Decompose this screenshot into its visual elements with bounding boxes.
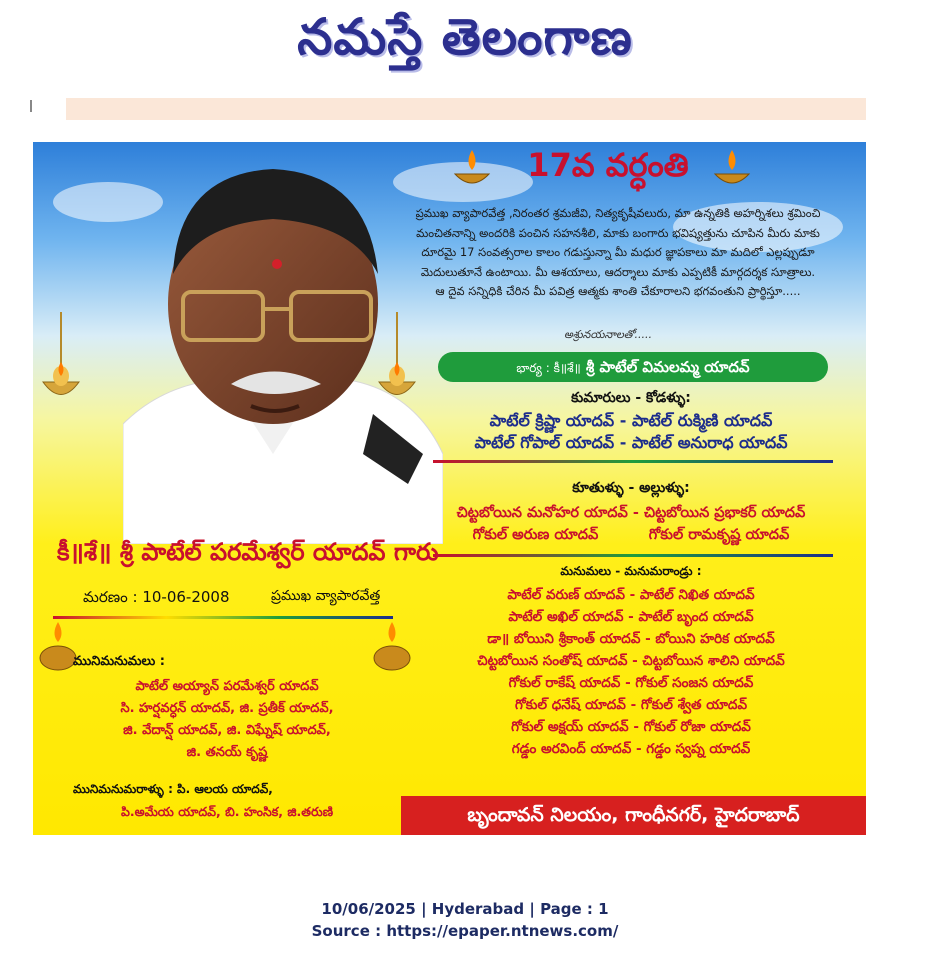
list-item: పాటేల్ అఖిల్ యాదవ్ - పాటేల్ బృంద యాదవ్ [508, 609, 754, 625]
grandchildren-header: మనుమలు - మనుమరాండ్రు : [560, 564, 702, 578]
sons-list [421, 410, 841, 454]
list-item: పాటేల్ క్రిష్ణా యాదవ్ - పాటేల్ రుక్మిణి యాదవ్ [489, 411, 773, 430]
death-date: మరణం : 10-06-2008 [83, 588, 230, 606]
list-item: గోకుల్ రాకేష్ యాదవ్ - గోకుల్ సంజన యాదవ్ [508, 675, 754, 691]
footer-source: Source : https://epaper.ntnews.com/ [311, 922, 619, 940]
tribute-line: ప్రముఖ వ్యాపారవేత్త ,నిరంతర శ్రమజీవి, నిత్యకృషీవలురు, మా ఉన్నతికి అహర్నిశలు శ్రమించి [415, 206, 821, 220]
hanging-lamp-icon [39, 312, 83, 422]
tribute-line: మంచితనాన్ని అందరికి పంచిన సహనశీలి, మాకు బంగారు భవిష్యత్తును చూపిన మీరు మాకు [416, 225, 820, 240]
daughters-list [421, 502, 841, 546]
great-grandsons-list [57, 676, 397, 764]
list-item: పాటేల్ అయ్యాన్ పరమేశ్వర్ యాదవ్ [135, 679, 319, 694]
page-tick-mark [30, 100, 32, 112]
great-granddaughters-list: పి.అమేయ యాదవ్, బి. హంసిక, జి.తరుణి [120, 804, 334, 819]
list-item: గోకుల్ అక్షయ్ యాదవ్ - గోకుల్ రోజా యాదవ్ [511, 719, 751, 735]
list-item: చిట్టబోయిన మనోహర యాదవ్ - చిట్టబోయిన ప్రభాకర్ యాదవ్ [456, 505, 806, 521]
divider [53, 616, 393, 619]
obituary-advertisement [33, 142, 866, 835]
anniversary-title: 17వ వర్ధంతి [527, 146, 689, 184]
profession: ప్రముఖ వ్యాపారవేత్త [271, 588, 381, 604]
grandchildren-list [421, 584, 841, 760]
list-item: గోకుల్ ధనేష్ యాదవ్ - గోకుల్ శ్వేత యాదవ్ [514, 697, 748, 713]
great-grandsons-header: మునిమనుమలు : [73, 654, 165, 669]
deceased-name: కీ॥శే॥ శ్రీ పాటేల్ పరమేశ్వర్ యాదవ్ గారు [57, 538, 439, 566]
divider [433, 554, 833, 557]
wife-prefix: భార్య : కీ॥శే॥ [516, 361, 581, 375]
list-item: గడ్డం అరవింద్ యాదవ్ - గడ్డం స్వప్న యాదవ్ [511, 741, 751, 757]
list-item: జి. వేదాన్ష్ యాదవ్, జి. విఘ్నేష్ యాదవ్, [123, 723, 331, 738]
list-item: పాటేల్ గోపాల్ యాదవ్ - పాటేల్ అనురాధ యాదవ్ [474, 433, 788, 452]
tribute-line: ఆ దైవ సన్నిధికి చేరిన మీ పవిత్ర ఆత్మకు శాంతి చేకూరాలని భగవంతుని ప్రార్థిస్తూ..... [435, 284, 801, 298]
hanging-lamp-icon [375, 312, 419, 422]
list-item: చిట్టబోయిన సంతోష్ యాదవ్ - చిట్టబోయిన శాలిని యాదవ్ [477, 653, 785, 669]
tribute-paragraph [383, 204, 853, 302]
list-item: పాటేల్ వరుణ్ యాదవ్ - పాటేల్ నిఖిత యాదవ్ [507, 587, 755, 603]
sons-header: కుమారులు - కోడళ్ళు: [571, 390, 691, 406]
daughters-header: కూతుళ్ళు - అల్లుళ్ళు: [572, 480, 690, 496]
header-stripe [66, 98, 866, 120]
list-item: గోకుల్ అరుణ యాదవ్ గోకుల్ రామకృష్ణ యాదవ్ [472, 527, 790, 543]
footer-meta: 10/06/2025 | Hyderabad | Page : 1 [321, 900, 609, 918]
divider [433, 460, 833, 463]
list-item: సి. హర్షవర్ధన్ యాదవ్, జి. ప్రతీక్ యాదవ్, [120, 701, 334, 716]
newspaper-masthead: నమస్తే తెలంగాణ [297, 8, 633, 66]
wife-name: శ్రీ పాటేల్ విమలమ్మ యాదవ్ [586, 358, 750, 376]
tribute-line: మెదులుతూనే ఉంటాయి. మీ ఆశయాలు, ఆదర్శాలు మాకు ఎప్పటికీ మార్గదర్శక సూత్రాలు. [420, 264, 816, 279]
wife-ribbon [438, 352, 828, 382]
list-item: డా॥ బోయిని శ్రీకాంత్ యాదవ్ - బోయిని హరిక యాదవ్ [487, 631, 775, 647]
address-banner: బృందావన్ నిలయం, గాంధీనగర్, హైదరాబాద్ [401, 796, 866, 835]
sign-off: అశ్రునయనాలతో..... [564, 328, 652, 341]
great-granddaughters-header: మునిమనుమరాళ్ళు : పి. ఆలయ యాదవ్, [73, 782, 273, 796]
kalash-pot-icon [369, 618, 415, 674]
tribute-line: దూరమై 17 సంవత్సరాల కాలం గడుస్తున్నా మీ మధుర జ్ఞాపకాలు మా మదిలో ఎల్లప్పుడూ [421, 245, 815, 259]
list-item: జి. తనయ్ కృష్ణ [186, 745, 268, 760]
